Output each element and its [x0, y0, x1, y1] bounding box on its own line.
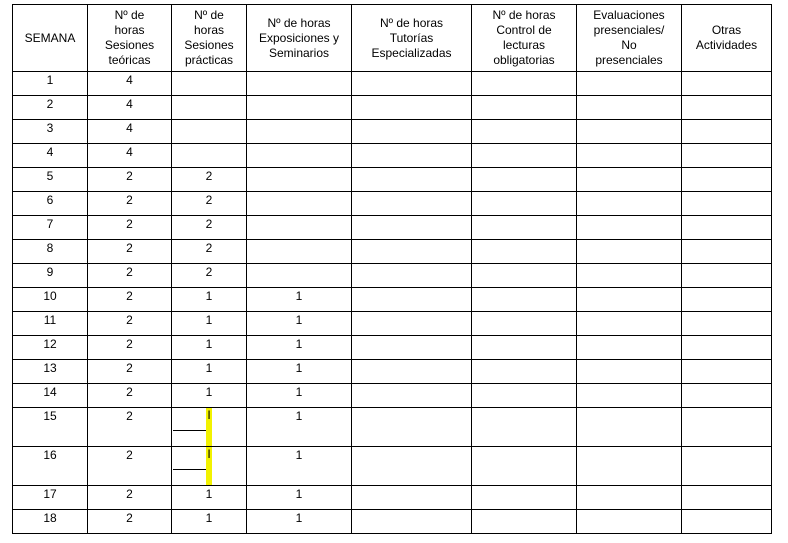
- cell-sesiones-teoricas: 2: [88, 336, 172, 360]
- cell-sesiones-teoricas: 2: [88, 447, 172, 486]
- cell-tutorias-especializadas: [352, 240, 472, 264]
- cell-otras-actividades: [682, 384, 772, 408]
- cell-evaluaciones: [577, 120, 682, 144]
- cell-evaluaciones: [577, 336, 682, 360]
- cell-evaluaciones: [577, 72, 682, 96]
- cell-semana: 2: [13, 96, 88, 120]
- highlighted-cell: [172, 447, 246, 485]
- cell-tutorias-especializadas: [352, 144, 472, 168]
- cell-otras-actividades: [682, 447, 772, 486]
- cell-tutorias-especializadas: [352, 192, 472, 216]
- cell-control-lecturas: [472, 120, 577, 144]
- cell-semana: 4: [13, 144, 88, 168]
- cell-control-lecturas: [472, 510, 577, 534]
- strike-line: [173, 430, 206, 431]
- cell-tutorias-especializadas: [352, 312, 472, 336]
- cell-evaluaciones: [577, 216, 682, 240]
- cell-exposiciones-seminarios: [247, 96, 352, 120]
- table-row: [13, 216, 772, 240]
- cell-evaluaciones: [577, 264, 682, 288]
- strike-line: [173, 469, 206, 470]
- cell-control-lecturas: [472, 288, 577, 312]
- header-exposiciones-seminarios: Nº de horas Exposiciones y Seminarios: [247, 5, 352, 72]
- cell-sesiones-practicas: 1: [172, 336, 247, 360]
- table-row: [13, 120, 772, 144]
- cell-semana: 12: [13, 336, 88, 360]
- cell-evaluaciones: [577, 192, 682, 216]
- cell-sesiones-teoricas: 2: [88, 216, 172, 240]
- cell-sesiones-practicas: [172, 96, 247, 120]
- cell-sesiones-practicas: 2: [172, 192, 247, 216]
- cell-semana: 13: [13, 360, 88, 384]
- highlighted-cell: [172, 408, 246, 446]
- cell-evaluaciones: [577, 510, 682, 534]
- cell-otras-actividades: [682, 72, 772, 96]
- table-row: [13, 312, 772, 336]
- cell-sesiones-teoricas: 2: [88, 192, 172, 216]
- cell-otras-actividades: [682, 120, 772, 144]
- cell-otras-actividades: [682, 312, 772, 336]
- schedule-table: [12, 4, 772, 534]
- cell-sesiones-practicas: 1: [172, 312, 247, 336]
- cell-semana: 11: [13, 312, 88, 336]
- cell-tutorias-especializadas: [352, 336, 472, 360]
- cell-exposiciones-seminarios: 1: [247, 486, 352, 510]
- cell-exposiciones-seminarios: [247, 216, 352, 240]
- cell-sesiones-teoricas: 2: [88, 360, 172, 384]
- cell-sesiones-practicas: 2: [172, 168, 247, 192]
- cell-evaluaciones: [577, 486, 682, 510]
- cell-semana: 7: [13, 216, 88, 240]
- cell-sesiones-teoricas: 2: [88, 384, 172, 408]
- table-row: [13, 192, 772, 216]
- cell-semana: 5: [13, 168, 88, 192]
- table-body: [13, 72, 772, 534]
- cell-exposiciones-seminarios: 1: [247, 384, 352, 408]
- cell-evaluaciones: [577, 168, 682, 192]
- cell-control-lecturas: [472, 336, 577, 360]
- cell-exposiciones-seminarios: 1: [247, 447, 352, 486]
- cell-value: I: [207, 447, 211, 461]
- cell-exposiciones-seminarios: [247, 120, 352, 144]
- cell-otras-actividades: [682, 360, 772, 384]
- cell-otras-actividades: [682, 288, 772, 312]
- cell-evaluaciones: [577, 240, 682, 264]
- cell-sesiones-practicas: 1: [172, 510, 247, 534]
- header-evaluaciones: Evaluaciones presenciales/ No presenciales: [577, 5, 682, 72]
- cell-sesiones-practicas: [172, 144, 247, 168]
- cell-exposiciones-seminarios: [247, 72, 352, 96]
- cell-sesiones-teoricas: 2: [88, 288, 172, 312]
- cell-evaluaciones: [577, 144, 682, 168]
- cell-otras-actividades: [682, 336, 772, 360]
- cell-evaluaciones: [577, 384, 682, 408]
- cell-control-lecturas: [472, 216, 577, 240]
- cell-sesiones-teoricas: 2: [88, 408, 172, 447]
- table-row: [13, 144, 772, 168]
- cell-exposiciones-seminarios: [247, 192, 352, 216]
- header-semana: SEMANA: [13, 5, 88, 72]
- cell-tutorias-especializadas: [352, 360, 472, 384]
- cell-control-lecturas: [472, 486, 577, 510]
- cell-tutorias-especializadas: [352, 120, 472, 144]
- cell-sesiones-practicas: 1: [172, 384, 247, 408]
- cell-sesiones-teoricas: 4: [88, 144, 172, 168]
- cell-sesiones-practicas: 1: [172, 288, 247, 312]
- cell-semana: 15: [13, 408, 88, 447]
- cell-sesiones-practicas: [172, 72, 247, 96]
- header-control-lecturas: Nº de horas Control de lecturas obligatorias: [472, 5, 577, 72]
- cell-sesiones-practicas: [172, 408, 247, 447]
- cell-tutorias-especializadas: [352, 408, 472, 447]
- cell-control-lecturas: [472, 360, 577, 384]
- cell-control-lecturas: [472, 144, 577, 168]
- table-row: [13, 264, 772, 288]
- cell-sesiones-practicas: 2: [172, 216, 247, 240]
- cell-semana: 14: [13, 384, 88, 408]
- cell-tutorias-especializadas: [352, 486, 472, 510]
- cell-otras-actividades: [682, 264, 772, 288]
- cell-evaluaciones: [577, 360, 682, 384]
- cell-control-lecturas: [472, 240, 577, 264]
- cell-semana: 18: [13, 510, 88, 534]
- cell-control-lecturas: [472, 168, 577, 192]
- cell-evaluaciones: [577, 96, 682, 120]
- cell-sesiones-teoricas: 2: [88, 486, 172, 510]
- cell-control-lecturas: [472, 72, 577, 96]
- cell-sesiones-practicas: 1: [172, 486, 247, 510]
- cell-evaluaciones: [577, 447, 682, 486]
- cell-control-lecturas: [472, 96, 577, 120]
- cell-semana: 8: [13, 240, 88, 264]
- cell-otras-actividades: [682, 96, 772, 120]
- cell-otras-actividades: [682, 510, 772, 534]
- cell-semana: 17: [13, 486, 88, 510]
- cell-sesiones-teoricas: 4: [88, 96, 172, 120]
- cell-exposiciones-seminarios: 1: [247, 312, 352, 336]
- cell-otras-actividades: [682, 240, 772, 264]
- cell-sesiones-practicas: 1: [172, 360, 247, 384]
- table-row: [13, 510, 772, 534]
- table-row: [13, 447, 772, 486]
- cell-tutorias-especializadas: [352, 96, 472, 120]
- cell-sesiones-practicas: [172, 447, 247, 486]
- cell-exposiciones-seminarios: 1: [247, 288, 352, 312]
- cell-control-lecturas: [472, 384, 577, 408]
- cell-semana: 10: [13, 288, 88, 312]
- table-row: [13, 360, 772, 384]
- table-row: [13, 336, 772, 360]
- header-tutorias-especializadas: Nº de horas Tutorías Especializadas: [352, 5, 472, 72]
- cell-tutorias-especializadas: [352, 288, 472, 312]
- cell-sesiones-practicas: 2: [172, 240, 247, 264]
- cell-exposiciones-seminarios: 1: [247, 510, 352, 534]
- table-row: [13, 96, 772, 120]
- cell-control-lecturas: [472, 192, 577, 216]
- cell-exposiciones-seminarios: [247, 144, 352, 168]
- cell-sesiones-practicas: [172, 120, 247, 144]
- cell-evaluaciones: [577, 408, 682, 447]
- cell-tutorias-especializadas: [352, 264, 472, 288]
- cell-otras-actividades: [682, 486, 772, 510]
- table-row: [13, 384, 772, 408]
- cell-semana: 1: [13, 72, 88, 96]
- cell-sesiones-teoricas: 2: [88, 240, 172, 264]
- cell-otras-actividades: [682, 168, 772, 192]
- header-row: [13, 5, 772, 72]
- cell-sesiones-teoricas: 4: [88, 72, 172, 96]
- header-otras-actividades: Otras Actividades: [682, 5, 772, 72]
- cell-exposiciones-seminarios: 1: [247, 336, 352, 360]
- cell-sesiones-practicas: 2: [172, 264, 247, 288]
- cell-sesiones-teoricas: 2: [88, 312, 172, 336]
- cell-value: I: [207, 408, 211, 422]
- cell-exposiciones-seminarios: 1: [247, 360, 352, 384]
- cell-exposiciones-seminarios: [247, 264, 352, 288]
- header-sesiones-practicas: Nº de horas Sesiones prácticas: [172, 5, 247, 72]
- cell-evaluaciones: [577, 288, 682, 312]
- table-row: [13, 240, 772, 264]
- cell-control-lecturas: [472, 264, 577, 288]
- table-row: [13, 168, 772, 192]
- table-row: [13, 288, 772, 312]
- cell-tutorias-especializadas: [352, 168, 472, 192]
- cell-exposiciones-seminarios: 1: [247, 408, 352, 447]
- cell-tutorias-especializadas: [352, 72, 472, 96]
- cell-otras-actividades: [682, 192, 772, 216]
- cell-sesiones-teoricas: 4: [88, 120, 172, 144]
- cell-tutorias-especializadas: [352, 384, 472, 408]
- cell-exposiciones-seminarios: [247, 168, 352, 192]
- header-sesiones-teoricas: Nº de horas Sesiones teóricas: [88, 5, 172, 72]
- cell-otras-actividades: [682, 216, 772, 240]
- cell-semana: 9: [13, 264, 88, 288]
- cell-semana: 3: [13, 120, 88, 144]
- cell-control-lecturas: [472, 312, 577, 336]
- cell-semana: 16: [13, 447, 88, 486]
- table-row: [13, 72, 772, 96]
- table-row: [13, 408, 772, 447]
- cell-otras-actividades: [682, 408, 772, 447]
- cell-semana: 6: [13, 192, 88, 216]
- cell-otras-actividades: [682, 144, 772, 168]
- cell-sesiones-teoricas: 2: [88, 510, 172, 534]
- cell-control-lecturas: [472, 408, 577, 447]
- table-row: [13, 486, 772, 510]
- cell-control-lecturas: [472, 447, 577, 486]
- cell-tutorias-especializadas: [352, 447, 472, 486]
- cell-sesiones-teoricas: 2: [88, 168, 172, 192]
- cell-tutorias-especializadas: [352, 216, 472, 240]
- cell-sesiones-teoricas: 2: [88, 264, 172, 288]
- cell-exposiciones-seminarios: [247, 240, 352, 264]
- cell-tutorias-especializadas: [352, 510, 472, 534]
- cell-evaluaciones: [577, 312, 682, 336]
